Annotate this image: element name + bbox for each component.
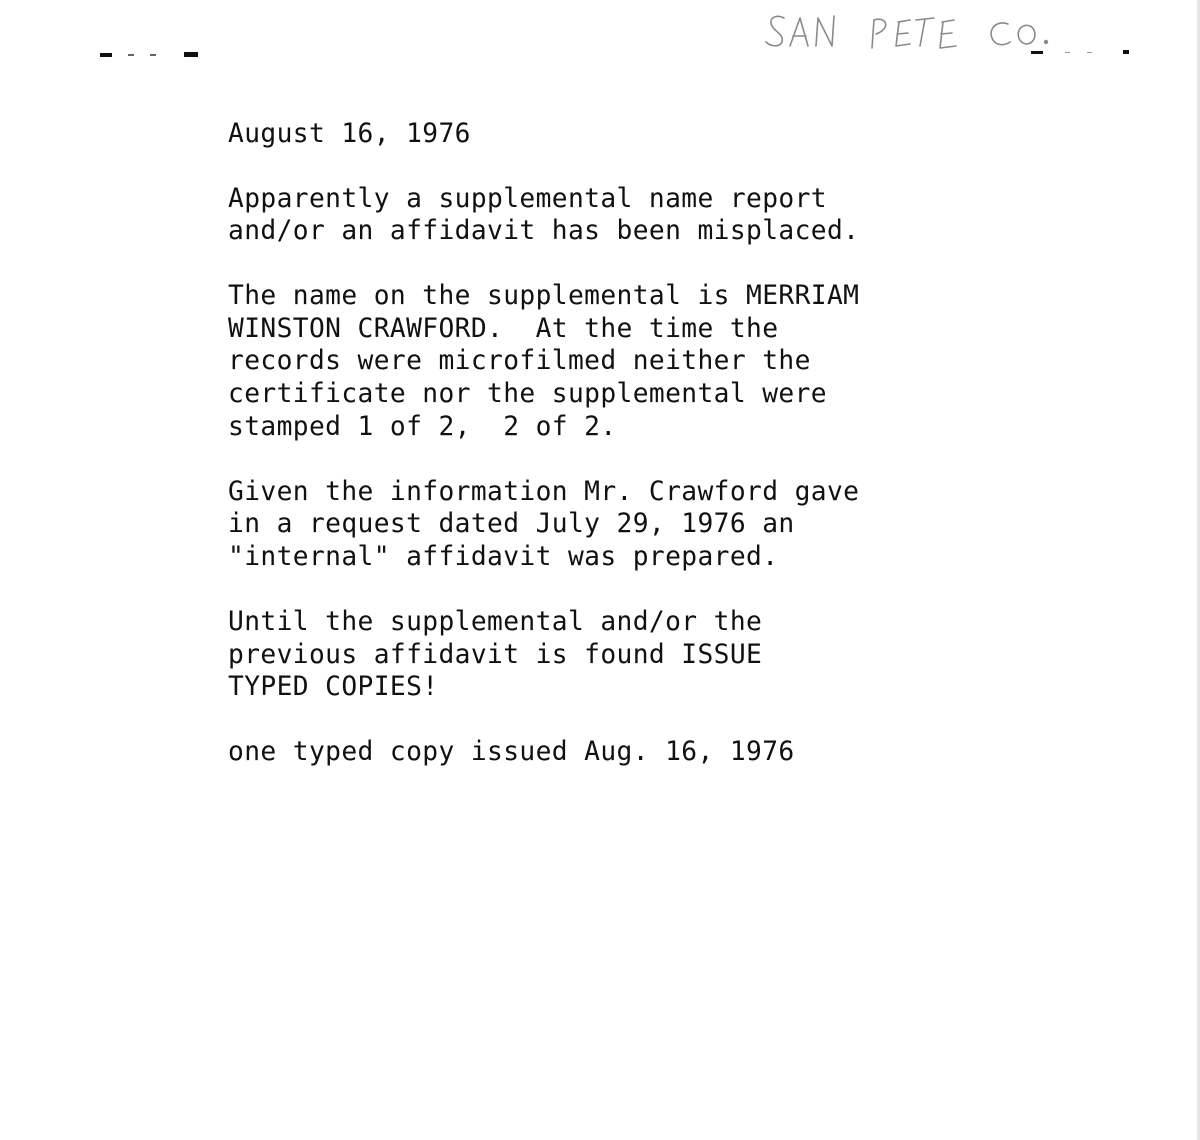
paragraph-line: Until the supplemental and/or the	[228, 606, 763, 638]
paragraph-line: TYPED COPIES!	[228, 671, 439, 703]
paragraph-line: "internal" affidavit was prepared.	[228, 540, 779, 572]
paragraph-line: The name on the supplemental is MERRIAM	[228, 280, 860, 312]
paragraph-line: Apparently a supplemental name report	[228, 182, 827, 214]
paragraph-line: previous affidavit is found ISSUE	[228, 638, 763, 670]
paragraph-issue-instruction	[228, 606, 908, 704]
paragraph-line: records were microfilmed neither the	[228, 345, 811, 377]
paragraph-copy-issued	[228, 736, 908, 769]
paragraph-internal-affidavit	[228, 476, 908, 574]
registration-mark-left	[100, 50, 200, 60]
paragraph-supplemental-name	[228, 280, 908, 443]
paragraph-line: one typed copy issued Aug. 16, 1976	[228, 736, 795, 768]
paragraph-line: WINSTON CRAWFORD. At the time the	[228, 312, 779, 344]
paragraph-line: in a request dated July 29, 1976 an	[228, 508, 795, 540]
letter-date: August 16, 1976	[228, 118, 471, 149]
paragraph-line: Given the information Mr. Crawford gave	[228, 475, 860, 507]
paragraph-line: certificate nor the supplemental were	[228, 378, 827, 410]
typed-letter	[228, 118, 908, 801]
paragraph-line: and/or an affidavit has been misplaced.	[228, 215, 860, 247]
handwritten-county-note	[762, 6, 1082, 54]
paragraph-misplaced-report	[228, 183, 908, 248]
paragraph-line: stamped 1 of 2, 2 of 2.	[228, 410, 617, 442]
